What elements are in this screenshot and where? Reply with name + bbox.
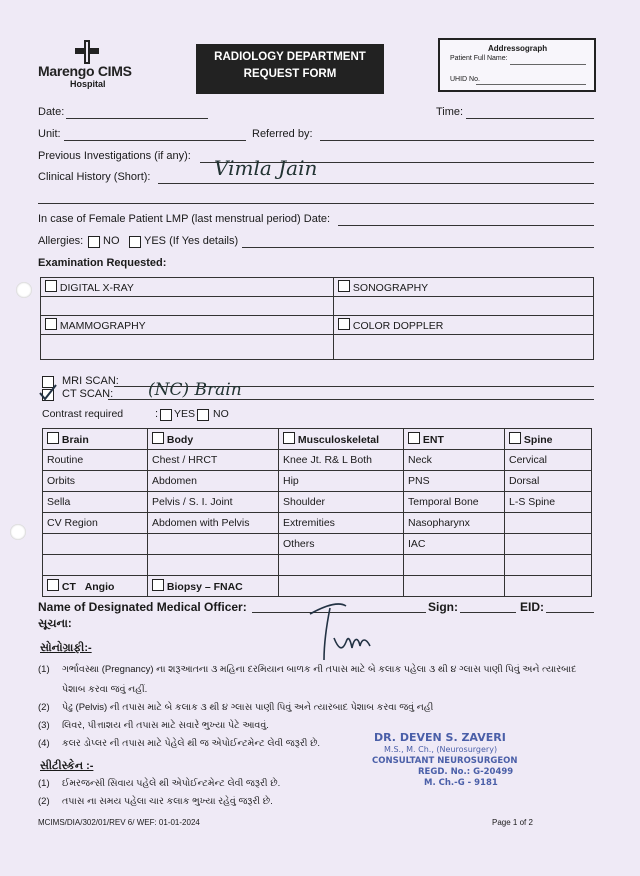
note-number: (4) [38,738,50,749]
sono-note-1: ગર્ભાવસ્થા (Pregnancy) ના શરૂઆતના ૩ મહિના દરમિયાન બાળક ની તપાસ માટે બે કલાક પહેલા ૩ થી ૪ ગ્લાસ પાણી પિવું અને ત્યારબાદ [62,664,577,675]
mammography-label: MAMMOGRAPHY [59,320,146,332]
ct-scan-handwriting: (NC) Brain [148,380,242,400]
sonography-label: SONOGRAPHY [352,282,429,294]
addressograph-title: Addressograph [488,44,548,53]
brain-header[interactable]: Brain [43,429,148,450]
digital-xray-label: DIGITAL X-RAY [59,282,134,294]
body-checkbox[interactable] [152,432,164,444]
musculoskeletal-checkbox[interactable] [283,432,295,444]
spine-checkbox[interactable] [509,432,521,444]
table-cell[interactable]: IAC [404,534,505,555]
sonography-note-heading: સોનોગ્રાફી:- [40,642,92,654]
brain-checkbox[interactable] [47,432,59,444]
sono-note-2: પેઢુ (Pelvis) ની તપાસ માટે બે કલાક ૩ થી ૪ ગ્લાસ પાણી પિવું અને ત્યારબાદ પેશાબ કરવા જવું નહી [62,702,434,713]
ct-note-2: તપાસ ના સમય પહેલા ચાર કલાક ભુખ્યા રહેવું જરૂરી છે. [62,796,273,807]
medical-officer-label: Name of Designated Medical Officer: [38,600,247,614]
allergies-label: Allergies: [38,235,84,247]
date-field[interactable] [66,118,208,119]
table-cell[interactable]: CV Region [43,513,148,534]
biopsy-fnac-checkbox[interactable] [152,579,164,591]
form-title: REQUEST FORM [243,68,337,80]
time-field[interactable] [466,118,594,119]
allergy-details-field[interactable] [242,247,594,248]
table-cell[interactable] [505,534,592,555]
note-number: (2) [38,796,50,807]
allergy-yes-checkbox[interactable] [129,236,141,248]
lmp-field[interactable] [338,225,594,226]
allergy-no-label: NO [103,235,120,247]
eid-field[interactable] [546,612,594,613]
unit-field[interactable] [64,140,246,141]
department-header [196,44,384,94]
sign-label: Sign: [428,600,458,614]
note-number: (1) [38,778,50,789]
sonography-cell[interactable] [334,278,594,297]
exam-heading: Examination Requested: [38,257,167,269]
table-cell[interactable]: Routine [43,450,148,471]
allergy-no-checkbox[interactable] [88,236,100,248]
instructions-heading: સૂચના: [38,618,72,630]
table-row [43,492,592,513]
contrast-yes-checkbox[interactable] [160,409,172,421]
table-cell[interactable] [43,534,148,555]
checkmark-icon [38,384,58,402]
ent-header[interactable]: ENT [404,429,505,450]
ct-angio-checkbox[interactable] [47,579,59,591]
department-title: RADIOLOGY DEPARTMENT [214,51,366,63]
hospital-logo-icon [74,40,100,64]
table-cell[interactable]: Dorsal [505,471,592,492]
eid-label: EID: [520,600,544,614]
sign-field[interactable] [460,612,516,613]
sonography-checkbox[interactable] [338,280,350,292]
table-cell[interactable]: Shoulder [279,492,404,513]
clinical-history-label: Clinical History (Short): [38,171,151,183]
table-row [43,450,592,471]
clinical-history-field[interactable] [158,183,594,184]
table-cell[interactable]: Cervical [505,450,592,471]
previous-investigations-label: Previous Investigations (if any): [38,150,191,162]
color-doppler-checkbox[interactable] [338,318,350,330]
referred-by-field[interactable] [320,140,594,141]
page-number: Page 1 of 2 [492,818,533,827]
spine-header[interactable]: Spine [505,429,592,450]
ent-checkbox[interactable] [408,432,420,444]
sono-note-4: કલર ડોપ્લર ની તપાસ માટે પેહેલે થી જ એપોઈન્ટમેન્ટ લેવી જરૂરી છે. [62,738,321,749]
note-number: (2) [38,702,50,713]
contrast-label: Contrast required [42,408,124,420]
stamp-degree: M.S., M. Ch., (Neurosurgery) [384,745,498,754]
table-row [43,513,592,534]
table-cell[interactable]: Abdomen [148,471,279,492]
mammography-cell[interactable] [41,316,334,335]
punch-hole [10,524,26,540]
addressograph-box [438,38,596,92]
uhid-label: UHID No. [450,76,480,83]
form-code: MCIMS/DIA/302/01/REV 6/ WEF: 01-01-2024 [38,818,200,827]
table-cell[interactable] [505,513,592,534]
referred-by-label: Referred by: [252,128,313,140]
hospital-brand: Marengo CIMS [38,63,132,79]
patient-name-label: Patient Full Name: [450,55,508,62]
stamp-doctor-name: DR. DEVEN S. ZAVERI [374,731,506,744]
table-row [43,471,592,492]
color-doppler-cell[interactable] [334,316,594,335]
musculoskeletal-header[interactable]: Musculoskeletal [279,429,404,450]
mammography-checkbox[interactable] [45,318,57,330]
color-doppler-label: COLOR DOPPLER [352,320,444,332]
note-number: (1) [38,664,50,675]
table-cell[interactable]: Knee Jt. R& L Both [279,450,404,471]
table-cell[interactable]: Neck [404,450,505,471]
ct-options-table [42,428,592,597]
signature-scribble [300,598,380,668]
table-cell[interactable]: Extremities [279,513,404,534]
hospital-sub: Hospital [70,79,106,89]
sono-note-3: લિવર, પીત્તાશય ની તપાસ માટે સવારે ભુખ્યા પેટે આવવું. [62,720,269,731]
table-cell[interactable]: Others [279,534,404,555]
allergy-yes-label: YES (If Yes details) [144,235,239,247]
contrast-no-checkbox[interactable] [197,409,209,421]
stamp-regd: REGD. No.: G-20499 [418,767,514,777]
table-cell[interactable]: Chest / HRCT [148,450,279,471]
biopsy-fnac-cell[interactable]: Biopsy – FNAC [148,576,279,597]
ct-scan-label: CT SCAN: [62,388,114,400]
ct-note-heading: સીટીસ્કેન :- [40,760,94,772]
ct-note-1: ઈમરજન્સી સિવાય પહેલે થી એપોઈન્ટમેન્ટ લેવી જરૂરી છે. [62,778,281,789]
contrast-no-label: NO [213,408,229,420]
table-cell[interactable]: PNS [404,471,505,492]
lmp-label: In case of Female Patient LMP (last menstrual period) Date: [38,213,331,225]
table-cell[interactable]: Nasopharynx [404,513,505,534]
mri-scan-label: MRI SCAN: [62,375,119,387]
table-cell[interactable]: Temporal Bone [404,492,505,513]
table-cell[interactable] [148,534,279,555]
date-label: Date: [38,106,65,118]
contrast-yes-label: YES [174,408,196,420]
form-page: Marengo CIMS Hospital RADIOLOGY DEPARTMENT REQUEST FORM Addressograph Patient Full Name: UHID No. Date: Time: Unit: Referred by: Previous Investigations (if any): Clinical History (Short): Vimla Jain In case of Female Patient LMP (last menstrual period) Date: Allergies: NO YES (If Yes details) Examination Requested: DIGITAL X-RAY SONOGRAPHY MAMMOGRAPHY COLOR DOPPLER MRI SCAN: CT SCAN: (NC) Brain Contrast required : YES NO Brain Body Musculoskeletal ENT Spine Routine Chest / HRCT Knee Jt. R& L Both Neck Cervical Orbits Abdomen Hip PNS Dorsal Sella Pelvis / S. I. Joint Shoulder Temporal Bone L-S Spine CV Region Abdomen with Pelvis Extremities Nasopharynx Others IAC CT Angio Biopsy – FNAC Name of Designated Medical Officer: Sign: EID: સૂચના: સોનોગ્રાફી:- (1) ગર્ભાવસ્થા (Pregnancy) ના શરૂઆતના ૩ મહિના દરમિયાન બાળક ની તપાસ માટે બે કલાક પહેલા ૩ થી ૪ ગ્લાસ પાણી પિવું અને ત્યારબાદ પેશાબ કરવા જવું નહીં. (2) પેઢુ (Pelvis) ની તપાસ માટે બે કલાક ૩ થી ૪ ગ્લાસ પાણી પિવું અને ત્યારબાદ પેશાબ કરવા જવું નહી (3) લિવર, પીત્તાશય ની તપાસ માટે સવારે ભુખ્યા પેટે આવવું. (4) કલર ડોપ્લર ની તપાસ માટે પેહેલે થી જ એપોઈન્ટમેન્ટ લેવી જરૂરી છે. સીટીસ્કેન :- (1) ઈમરજન્સી સિવાય પહેલે થી એપોઈન્ટમેન્ટ લેવી જરૂરી છે. (2) તપાસ ના સમય પહેલા ચાર કલાક ભુખ્યા રહેવું જરૂરી છે. DR. DEVEN S. ZAVERI M.S., M. Ch., (Neurosurgery) CONSULTANT NEUROSURGEON REGD. No.: G-20499 M. Ch.-G - 9181 MCIMS/DIA/302/01/REV 6/ WEF: 01-01-2024 Page 1 of 2 [0,0,640,876]
digital-xray-cell[interactable] [41,278,334,297]
digital-xray-checkbox[interactable] [45,280,57,292]
punch-hole [16,282,32,298]
table-cell[interactable]: Pelvis / S. I. Joint [148,492,279,513]
stamp-mch: M. Ch.-G - 9181 [424,778,498,788]
body-header[interactable]: Body [148,429,279,450]
unit-label: Unit: [38,128,61,140]
table-cell[interactable]: Orbits [43,471,148,492]
clinical-history-handwriting: Vimla Jain [214,156,318,180]
sono-note-1-cont: પેશાબ કરવા જવું નહીં. [62,684,148,695]
table-cell[interactable]: L-S Spine [505,492,592,513]
stamp-title: CONSULTANT NEUROSURGEON [372,756,518,766]
table-cell[interactable]: Sella [43,492,148,513]
note-number: (3) [38,720,50,731]
table-cell[interactable]: Hip [279,471,404,492]
exam-type-table [40,277,594,360]
table-row [43,534,592,555]
table-cell[interactable]: Abdomen with Pelvis [148,513,279,534]
time-label: Time: [436,106,464,118]
ct-angio-cell[interactable]: CT Angio [43,576,148,597]
